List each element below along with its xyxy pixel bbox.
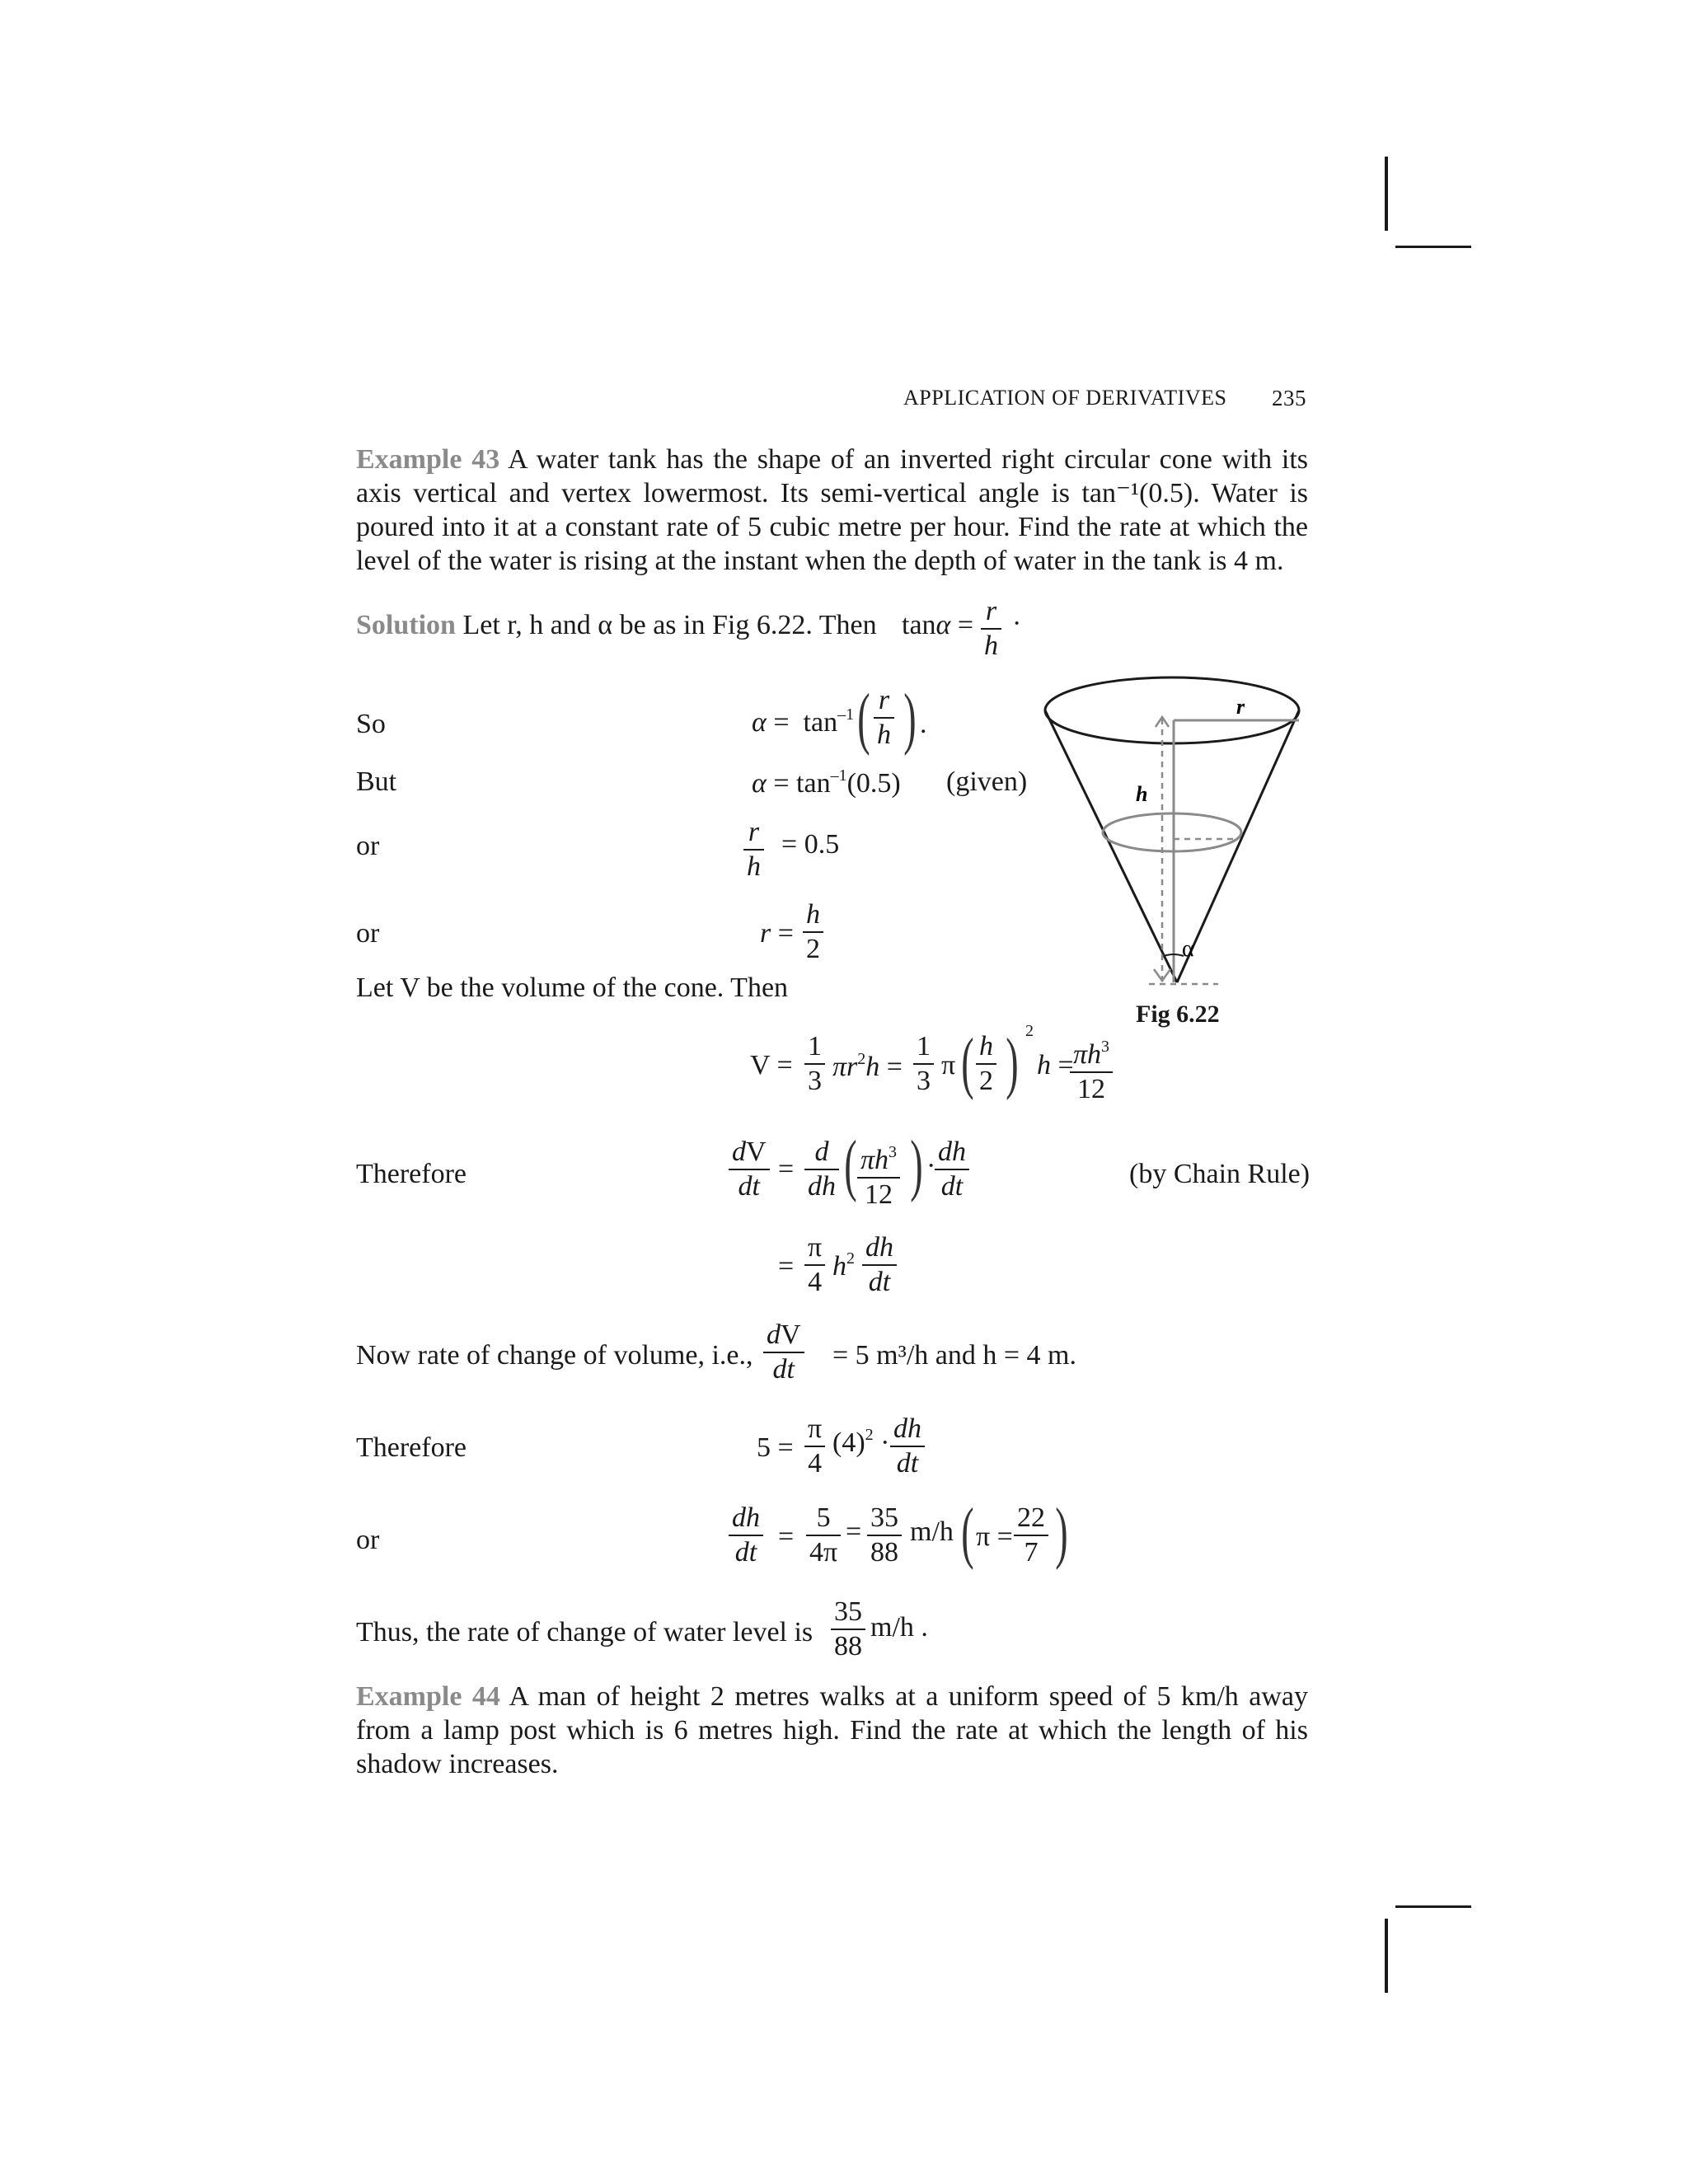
paren-left-3: ( (844, 1127, 857, 1203)
solution-intro: Let r, h and α be as in Fig 6.22. Then (462, 610, 877, 640)
given-note: (given) (946, 766, 1028, 797)
word-but: But (356, 766, 397, 797)
crop-mark-top-vertical (1385, 157, 1388, 231)
pi-r2-h: $\pi r^2h$ = (832, 1050, 903, 1082)
water-level-ellipse (1103, 813, 1241, 851)
alpha-eq-1: $\alpha = \tan^{-1}$ (752, 705, 855, 738)
example-43 (356, 443, 1308, 578)
example-43-label: Example 43 (356, 444, 500, 475)
cone-figure (1040, 676, 1320, 1022)
r-over-h-fraction: r h (981, 595, 1001, 663)
paren-right-4: ) (1055, 1494, 1068, 1571)
r-over-h-2: r h (874, 684, 894, 752)
unit-mh: m/h (910, 1516, 954, 1547)
sq: 2 (1025, 1022, 1034, 1040)
word-or-3: or (356, 1525, 380, 1555)
pi-over-4: π 4 (804, 1231, 825, 1299)
d-dh: d dh (804, 1136, 839, 1203)
eq-6: = (846, 1516, 862, 1547)
h-eq: h = (1037, 1050, 1074, 1080)
r-over-h-3: r h (743, 816, 764, 883)
cone-left-side (1045, 710, 1177, 982)
pi-sym: π (941, 1050, 956, 1080)
eq-5: = (778, 1521, 795, 1552)
twentytwo-over-7: 22 7 (1014, 1502, 1048, 1569)
figure-caption: Fig 6.22 (1136, 1001, 1220, 1028)
period: · (1012, 608, 1022, 639)
dh-dt-2: dh dt (862, 1231, 897, 1299)
pi-h3-over-12: $\pi h^3$ 12 (1070, 1030, 1113, 1106)
dV-dt: dV dt (729, 1136, 770, 1203)
cone-top-rim (1045, 677, 1299, 743)
now-rate-tail: = 5 m³/h and h = 4 m. (832, 1340, 1076, 1371)
paren-left: ( (857, 680, 870, 757)
v-eq: V = (750, 1050, 793, 1080)
eq-half: = 0.5 (781, 829, 840, 860)
label-alpha: α (1182, 936, 1194, 962)
thirtyfive-over-88-b: 35 88 (831, 1596, 865, 1663)
now-rate-text: Now rate of change of volume, i.e., (356, 1340, 753, 1371)
crop-mark-bottom-vertical (1385, 1919, 1388, 1993)
word-or-2: or (356, 918, 380, 949)
solution-line (356, 610, 877, 641)
running-header: APPLICATION OF DERIVATIVES (903, 386, 1227, 410)
solution-label: Solution (356, 610, 456, 640)
one-third-2: 1 3 (913, 1030, 934, 1098)
dh-dt-3: dh dt (890, 1413, 925, 1480)
crop-mark-top-horizontal (1395, 246, 1471, 248)
label-h: h (1136, 782, 1148, 806)
example-43-text: A water tank has the shape of an inverted right circular cone with its axis vertical and vertex lowermost. Its semi-vertical angle is tan⁻¹(0.5). Water is poured into it at a constant rate of 5 cubic metre per hour. Find the rate at which the level of the water is rising at the instant when the depth of water in the tank is 4 m. (356, 444, 1309, 576)
one-third-1: 1 3 (804, 1030, 825, 1098)
h-squared: $h^2$ (832, 1249, 855, 1282)
word-so: So (356, 709, 386, 739)
bottom-arrow-head (1154, 969, 1170, 981)
eq-4: = (778, 1251, 795, 1282)
tan-alpha-def: tanα = (902, 610, 974, 640)
pi-eq: π = (976, 1521, 1013, 1552)
unit-mh-2: m/h . (870, 1612, 928, 1643)
dot-2: · (926, 1151, 936, 1181)
dot: . (920, 709, 927, 739)
label-r: r (1236, 695, 1245, 719)
paren-right: ) (903, 680, 917, 757)
pi-h3-over-12-b: $\pi h^3$ 12 (857, 1136, 900, 1212)
thus-text: Thus, the rate of change of water level is (356, 1617, 814, 1647)
example-44 (356, 1680, 1308, 1781)
paren-left-2: ( (961, 1024, 974, 1101)
dh-dt-4: dh dt (729, 1502, 763, 1569)
paren-right-2: ) (1006, 1024, 1019, 1101)
alpha-eq-2: $\alpha = \tan^{-1}(0.5)$ (752, 766, 901, 799)
example-44-text: A man of height 2 metres walks at a uniform speed of 5 km/h away from a lamp post which is 6 metres high. Find the rate at which the length of his shadow increases. (356, 1681, 1309, 1779)
word-therefore-1: Therefore (356, 1159, 467, 1189)
paren-right-3: ) (910, 1127, 923, 1203)
page-number: 235 (1272, 386, 1306, 410)
word-or-1: or (356, 831, 380, 861)
pi-over-4-b: π 4 (804, 1413, 825, 1480)
five-eq: 5 = (757, 1432, 794, 1463)
word-therefore-2: Therefore (356, 1432, 467, 1463)
paren-left-4: ( (961, 1494, 974, 1571)
cone-right-side (1177, 710, 1299, 982)
eq-3: = (778, 1154, 795, 1184)
five-over-4pi: 5 4π (806, 1502, 841, 1569)
dV-dt-2: dV dt (763, 1319, 804, 1386)
chain-rule-note: (by Chain Rule) (1129, 1159, 1311, 1189)
r-eq: r = (760, 918, 794, 949)
h-over-2-b: h 2 (976, 1030, 996, 1098)
dh-dt-1: dh dt (935, 1136, 969, 1203)
crop-mark-bottom-horizontal (1395, 1905, 1471, 1908)
four-squared: $(4)^2$ · (832, 1426, 890, 1458)
let-v: Let V be the volume of the cone. Then (356, 972, 789, 1003)
h-over-2: h 2 (803, 898, 823, 966)
example-44-label: Example 44 (356, 1681, 500, 1712)
thirtyfive-over-88: 35 88 (867, 1502, 902, 1569)
